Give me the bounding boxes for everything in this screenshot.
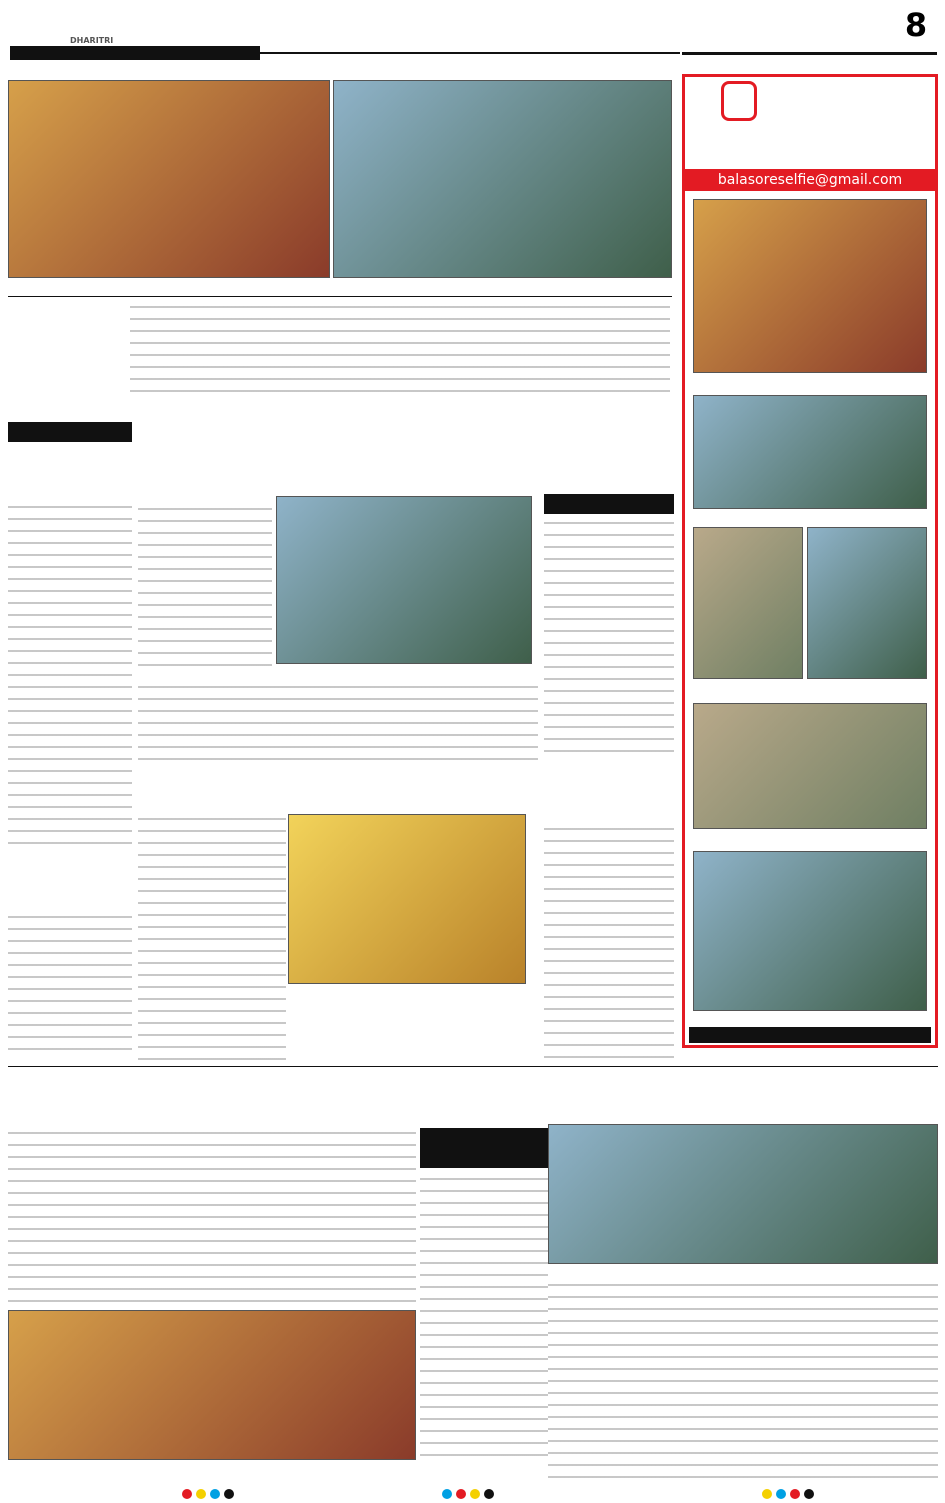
- selfie-photo-4: [807, 527, 927, 679]
- top-caption-left: [10, 282, 330, 294]
- masthead-bottom-rule: [682, 52, 937, 55]
- side-sub-headline: [544, 766, 674, 818]
- puja-headline: [138, 764, 538, 810]
- lead-headline: [138, 422, 672, 482]
- top-photo-left: [8, 80, 330, 278]
- top-photo-right: [333, 80, 672, 278]
- phone-icon: [721, 81, 757, 121]
- bottom-top-rule: [8, 1066, 938, 1067]
- side-sub-body-lines: [544, 824, 674, 1060]
- top-headline: [8, 304, 126, 394]
- top-body: [130, 302, 670, 402]
- bottom-caption-left: [8, 1462, 416, 1474]
- selfie-photo-1: [693, 199, 927, 373]
- selfie-photo-5: [693, 703, 927, 829]
- logo-sub: DHARITRI: [70, 36, 114, 45]
- bottom-body-right-lines: [548, 1280, 938, 1480]
- selfie-footer: [689, 1027, 931, 1043]
- brief-badge: [8, 422, 132, 442]
- selfie-name-1: [693, 375, 927, 389]
- registration-marks: [0, 1482, 945, 1496]
- top-caption-right: [335, 282, 672, 294]
- selfie-name-2: [693, 511, 927, 525]
- side-sub-body: [544, 824, 674, 1060]
- brief-body-lines: [8, 502, 132, 852]
- bottom-body-right: [548, 1280, 938, 1480]
- bottom-headline: [8, 1070, 938, 1122]
- top-story: [8, 80, 672, 410]
- brief-sub-headline: [8, 862, 132, 906]
- puja-body-left-lines: [138, 814, 286, 1062]
- lead-photo-caption: [276, 666, 532, 678]
- brief-body: [8, 502, 132, 852]
- bottom-sub-headline: [148, 1132, 278, 1172]
- selfie-photo-6: [693, 851, 927, 1011]
- selfie-name-5: [693, 831, 927, 845]
- puja-body-right: [288, 814, 538, 1062]
- section-title: [680, 8, 890, 48]
- masthead: [0, 0, 945, 70]
- lead-dateline: [138, 488, 268, 500]
- reg-right: [760, 1484, 816, 1503]
- side-body-lines: [544, 518, 674, 762]
- selfie-tagline: [685, 121, 935, 147]
- selfie-panel: [682, 74, 938, 1048]
- bottom-badge: [420, 1128, 548, 1168]
- selfie-name-6: [693, 1013, 927, 1027]
- selfie-photo-3: [693, 527, 803, 679]
- bottom-body-mid-lines: [420, 1174, 548, 1464]
- lead-body-left-lines: [138, 504, 272, 672]
- puja-story: [138, 764, 538, 1062]
- reg-mid: [440, 1484, 496, 1503]
- reg-left: [180, 1484, 236, 1503]
- bottom-story: [8, 1070, 938, 1480]
- selfie-header: [685, 77, 935, 147]
- puja-body-left: [138, 814, 286, 1062]
- masthead-rule: [260, 52, 680, 54]
- lead-body-bottom: [138, 682, 538, 762]
- bottom-photo-left: [8, 1310, 416, 1460]
- brief-headline: [8, 448, 132, 498]
- side-body: [544, 518, 674, 762]
- date-line: [10, 46, 260, 60]
- page-number: 8: [904, 6, 928, 44]
- logo: [10, 6, 180, 46]
- selfie-name-3: [693, 681, 803, 695]
- selfie-photo-2: [693, 395, 927, 509]
- top-body-lines: [130, 302, 670, 402]
- selfie-email: balasoreselfie@gmail.com: [685, 169, 935, 191]
- bottom-photo-right: [548, 1124, 938, 1264]
- lead-body-left: [138, 504, 272, 672]
- brief-column: [8, 422, 132, 1060]
- side-story: [544, 494, 674, 1060]
- lead-body-bottom-lines: [138, 682, 538, 762]
- lead-photo: [276, 496, 532, 664]
- side-badge: [544, 494, 674, 514]
- top-rule: [8, 296, 672, 297]
- bottom-caption-right: [548, 1266, 938, 1278]
- bottom-body-mid: [420, 1174, 548, 1464]
- selfie-name-4: [807, 681, 927, 695]
- brief-sub-body-lines: [8, 912, 132, 1060]
- brief-sub-body: [8, 912, 132, 1060]
- selfie-brand: [765, 85, 925, 115]
